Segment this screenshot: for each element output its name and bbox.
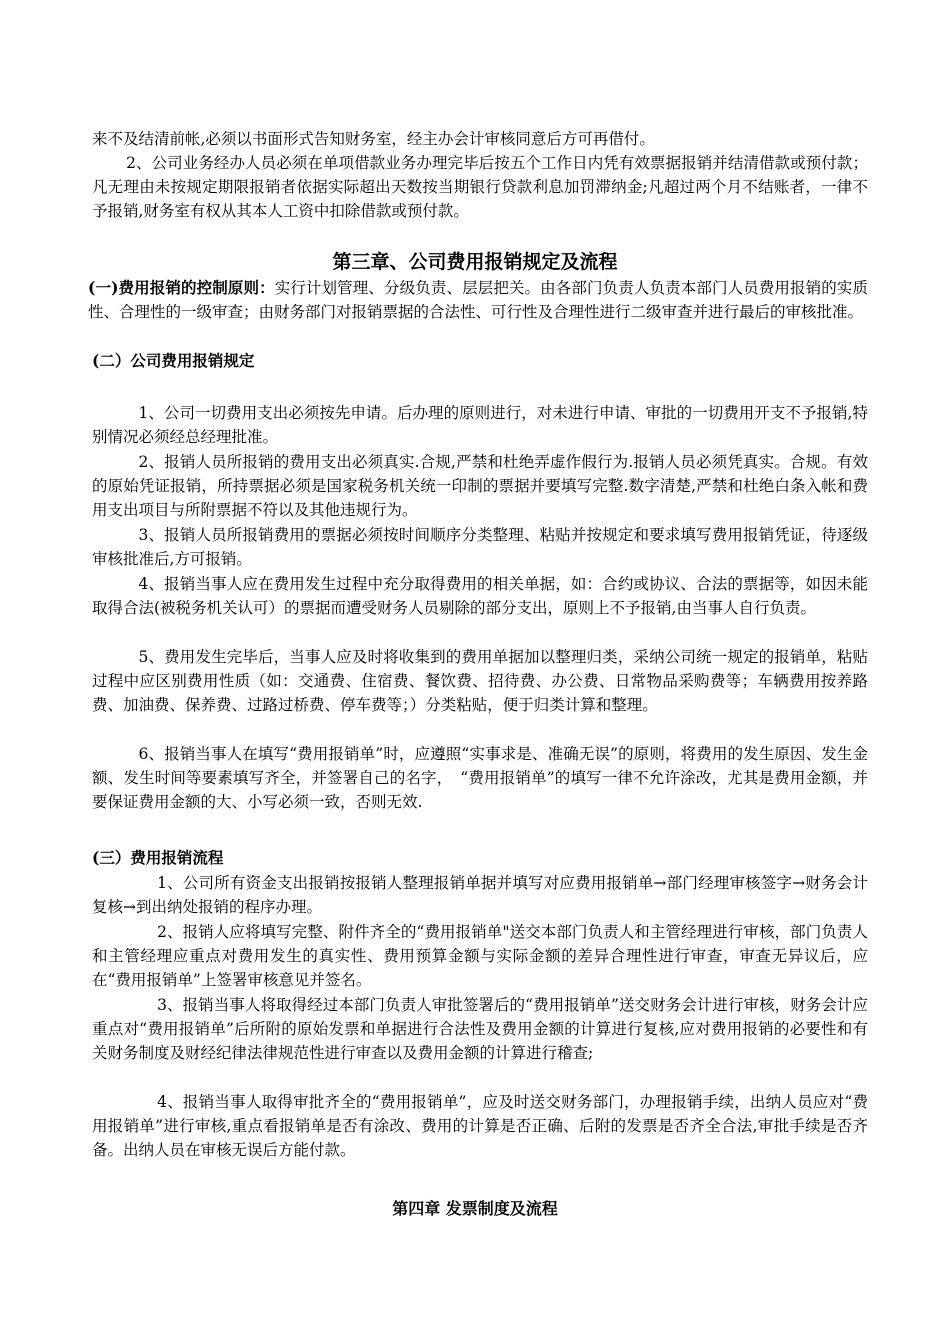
flow-step: 2、报销人应将填写完整、附件齐全的“费用报销单"送交本部门负责人和主管经理进行审核，部门负责人和主管经理应重点对费用发生的真实性、费用预算金额与实际金额的差异合理性进行审查，审查无异议后，应在“费用报销单”上签署审核意见并签名。 (92, 923, 868, 990)
control-principle-text: 实行计划管理、分级负责、层层把关。由各部门负责人负责本部门人员费用报销的实质性、合理性的一级审查；由财务部门对报销票据的合法性、可行性及合理性进行二级审查并进行最后的审核批准。 (88, 279, 868, 322)
control-principle-heading: (一)费用报销的控制原则： (88, 278, 275, 297)
rule-item: 1、公司一切费用支出必须按先申请。后办理的原则进行，对未进行申请、审批的一切费用开支不予报销,特别情况必须经总经理批准。 (92, 404, 868, 447)
chapter3-title: 第三章、公司费用报销规定及流程 (332, 251, 618, 273)
flow-step: 4、报销当事人取得审批齐全的“费用报销单”，应及时送交财务部门，办理报销手续，出纳人员应对“费用报销单”进行审核,重点看报销单是否有涂改、费用的计算是否正确、后附的发票是否齐全合法,审批手续是否齐备。出纳人员在审核无误后方能付款。 (92, 1093, 868, 1160)
flow-step: 3、报销当事人将取得经过本部门负责人审批签署后的“费用报销单”送交财务会计进行审核，财务会计应重点对“费用报销单”后所附的原始发票和单据进行合法性及费用金额的计算进行复核,应对费用报销的必要性和有关财务制度及财经纪律法律规范性进行审查以及费用金额的计算进行稽查; (92, 996, 868, 1063)
control-principle-paragraph (88, 276, 868, 324)
carryover-paragraph: 来不及结清前帐,必须以书面形式告知财务室，经主办会计审核同意后方可再借付。 (92, 130, 655, 148)
rule-item: 2、报销人员所报销的费用支出必须真实.合规,严禁和杜绝弄虚作假行为.报销人员必须凭真实。合规。有效的原始凭证报销，所持票据必须是国家税务机关统一印制的票据并要填写完整.数字清楚,严禁和杜绝白条入帐和费用支出项目与所附票据不符以及其他违规行为。 (92, 453, 868, 520)
loan-settlement-paragraph: 2、公司业务经办人员必须在单项借款业务办理完毕后按五个工作日内凭有效票据报销并结清借款或预付款；凡无理由未按规定期限报销者依据实际超出天数按当期银行贷款利息加罚滞纳金;凡超过两个月不结账者，一律不予报销,财务室有权从其本人工资中扣除借款或预付款。 (92, 154, 868, 221)
flow-step: 1、公司所有资金支出报销按报销人整理报销单据并填写对应费用报销单→部门经理审核签字→财务会计复核→到出纳处报销的程序办理。 (92, 874, 868, 917)
rule-item: 6、报销当事人在填写“费用报销单”时，应遵照“实事求是、准确无误”的原则，将费用的发生原因、发生金额、发生时间等要素填写齐全，并签署自己的名字， “费用报销单”的填写一律不允许涂改，尤其是费用金额，并要保证费用金额的大、小写必须一致，否则无效. (92, 745, 868, 812)
reimbursement-flow-heading: (三）费用报销流程 (92, 848, 224, 867)
rule-item: 3、报销人员所报销费用的票据必须按时间顺序分类整理、粘贴并按规定和要求填写费用报销凭证，待逐级审核批准后,方可报销。 (92, 526, 868, 569)
rule-item: 4、报销当事人应在费用发生过程中充分取得费用的相关单据，如：合约或协议、合法的票据等，如因未能取得合法(被税务机关认可）的票据而遭受财务人员剔除的部分支出，原则上不予报销,由当事人自行负责。 (92, 575, 868, 618)
reimbursement-rules-heading: (二）公司费用报销规定 (92, 351, 255, 370)
chapter4-title: 第四章 发票制度及流程 (392, 1199, 558, 1218)
rule-item: 5、费用发生完毕后，当事人应及时将收集到的费用单据加以整理归类，采纳公司统一规定的报销单，粘贴过程中应区别费用性质（如：交通费、住宿费、餐饮费、招待费、办公费、日常物品采购费等；车辆费用按养路费、加油费、保养费、过路过桥费、停车费等；）分类粘贴，便于归类计算和整理。 (92, 648, 868, 715)
